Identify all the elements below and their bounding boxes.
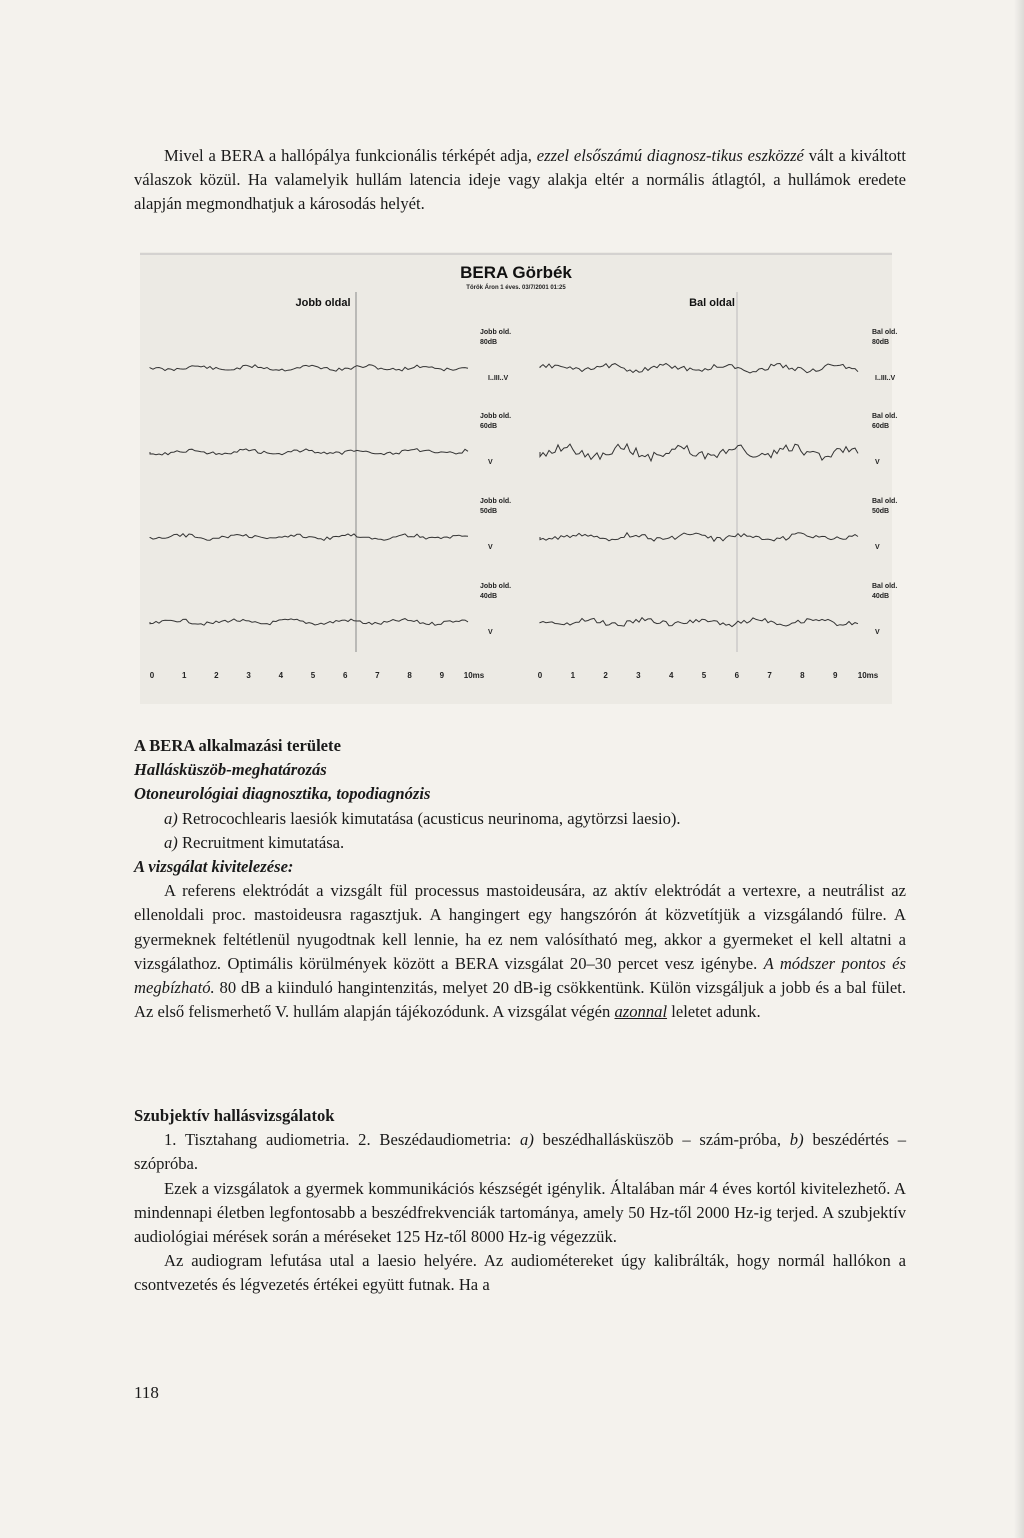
section-heading: Szubjektív hallásvizsgálatok xyxy=(134,1106,335,1125)
list-item: a) Recruitment kimutatása. xyxy=(164,832,345,852)
subjective-paragraph: Ezek a vizsgálatok a gyermek kommunikációs készségét igénylik. Általában már 4 éves kortól kivitelezhető. A mindennapi életben legfontosabb a beszédfrekvenciák tartománya, amely 50 Hz-től 2000 Hz-ig terjed. A szubjektív audiológiai mérések során a méréseket 125 Hz-től 8000 Hz-ig végezzük. xyxy=(134,1178,906,1247)
intro-paragraph xyxy=(134,144,906,217)
left-axis-tick-label: 5 xyxy=(310,671,316,680)
figure-subtitle: Török Áron 1 éves. 03/7/2001 01:25 xyxy=(466,285,566,291)
procedure-paragraph: A referens elektródát a vizsgált fül processus mastoideusára, az aktív elektródát a vertexre, a neutrálist az ellenoldali proc. mastoideusra ragasztjuk. A hangingert egy hangszórón át közvetítjük a vizsgálandó fülre. A gyermeknek feltétlenül nyugodtnak kell lennie, ha ez nem valósítható meg, akkor a gyermeket el kell altatni a vizsgálathoz. Optimális körülmények között a BERA vizsgálat 20–30 percet vesz igénybe. A módszer pontos és megbízható. 80 dB a kiinduló hangintenzitás, melyet 20 dB-ig csökkentünk. Külön vizsgáljuk a jobb és a bal fület. Az első felismerhető V. hullám alapján tájékozódunk. A vizsgálat végén azonnal leletet adunk. xyxy=(134,881,906,1022)
left-axis-tick-label: 8 xyxy=(407,671,412,680)
left-axis-tick-label: 10ms xyxy=(463,671,485,680)
subheading-procedure: A vizsgálat kivitelezése: xyxy=(134,857,294,877)
right-axis-tick-label: 6 xyxy=(734,671,740,680)
right-trace-level: 40dB xyxy=(872,593,890,600)
figure-title: BERA Görbék xyxy=(460,263,572,282)
left-trace-marker: V xyxy=(488,629,493,636)
intro-emphasis: ezzel elsőszámú diagnosz-tikus eszközzé xyxy=(536,146,804,165)
right-trace-marker: V xyxy=(875,459,880,466)
bera-curves-chart xyxy=(140,252,898,704)
right-axis-tick-label: 4 xyxy=(668,671,674,680)
subheading-threshold: Hallásküszöb-meghatározás xyxy=(134,760,327,780)
left-axis-tick-label: 2 xyxy=(214,671,219,680)
subjective-paragraph: 1. Tisztahang audiometria. 2. Beszédaudiometria: a) beszédhallásküszöb – szám-próba, b) beszédértés – szópróba. xyxy=(134,1130,907,1174)
right-axis-tick-label: 9 xyxy=(832,671,838,680)
left-trace-side: Jobb old. xyxy=(480,413,512,420)
right-axis-tick-label: 2 xyxy=(603,671,608,680)
right-trace-level: 80dB xyxy=(872,339,890,346)
right-axis-tick-label: 10ms xyxy=(857,671,879,680)
section-subjective xyxy=(134,1104,906,1298)
left-side-label: Jobb oldal xyxy=(295,297,351,309)
list-item: a) Retrocochlearis laesiók kimutatása (acusticus neurinoma, agytörzsi laesio). xyxy=(164,808,681,828)
right-trace-side: Bal old. xyxy=(872,498,898,505)
bera-figure xyxy=(140,252,898,704)
right-trace-level: 50dB xyxy=(872,508,890,515)
intro-text-rest: vált a kiváltott válaszok közül. Ha valamelyik hullám latencia ideje vagy alakja eltér a normális átlagtól, a hullámok eredete alapján megmondhatjuk a károsodás helyét. xyxy=(134,146,906,214)
left-axis-tick-label: 9 xyxy=(439,671,445,680)
section-heading: A BERA alkalmazási területe xyxy=(134,736,341,755)
left-trace-marker: I..III..V xyxy=(488,375,509,382)
right-axis-tick-label: 7 xyxy=(767,671,772,680)
right-trace-marker: V xyxy=(875,629,880,636)
scan-edge xyxy=(1014,0,1024,1538)
right-trace-marker: V xyxy=(875,544,880,551)
left-trace-marker: V xyxy=(488,544,493,551)
left-trace-side: Jobb old. xyxy=(480,583,512,590)
intro-text: Mivel a BERA a hallópálya funkcionális térképét adja, xyxy=(164,146,532,165)
right-axis-tick-label: 8 xyxy=(800,671,805,680)
right-trace-side: Bal old. xyxy=(872,413,898,420)
left-trace-marker: V xyxy=(488,459,493,466)
subheading-otoneuro: Otoneurológiai diagnosztika, topodiagnózis xyxy=(134,784,431,804)
right-axis-tick-label: 5 xyxy=(701,671,707,680)
page-number: 118 xyxy=(134,1383,159,1402)
left-axis-tick-label: 4 xyxy=(278,671,284,680)
left-axis-tick-label: 1 xyxy=(181,671,187,680)
section-bera-uses xyxy=(134,734,906,1024)
left-trace-side: Jobb old. xyxy=(480,329,512,336)
right-trace-level: 60dB xyxy=(872,423,890,430)
right-trace-marker: I..III..V xyxy=(875,375,896,382)
subjective-paragraph: Az audiogram lefutása utal a laesio helyére. Az audiométereket úgy kalibrálták, hogy normál hallókon a csontvezetés és légvezetés értékei együtt futnak. Ha a xyxy=(134,1251,906,1295)
right-axis-tick-label: 0 xyxy=(537,671,543,680)
left-trace-level: 60dB xyxy=(480,423,498,430)
left-axis-tick-label: 3 xyxy=(246,671,251,680)
right-axis-tick-label: 3 xyxy=(636,671,641,680)
right-side-label: Bal oldal xyxy=(689,297,735,309)
right-trace-side: Bal old. xyxy=(872,329,898,336)
right-trace-side: Bal old. xyxy=(872,583,898,590)
left-axis-tick-label: 0 xyxy=(149,671,155,680)
left-trace-level: 40dB xyxy=(480,593,498,600)
left-trace-level: 50dB xyxy=(480,508,498,515)
left-trace-side: Jobb old. xyxy=(480,498,512,505)
right-axis-tick-label: 1 xyxy=(570,671,576,680)
left-trace-level: 80dB xyxy=(480,339,498,346)
left-axis-tick-label: 6 xyxy=(342,671,348,680)
left-axis-tick-label: 7 xyxy=(375,671,380,680)
